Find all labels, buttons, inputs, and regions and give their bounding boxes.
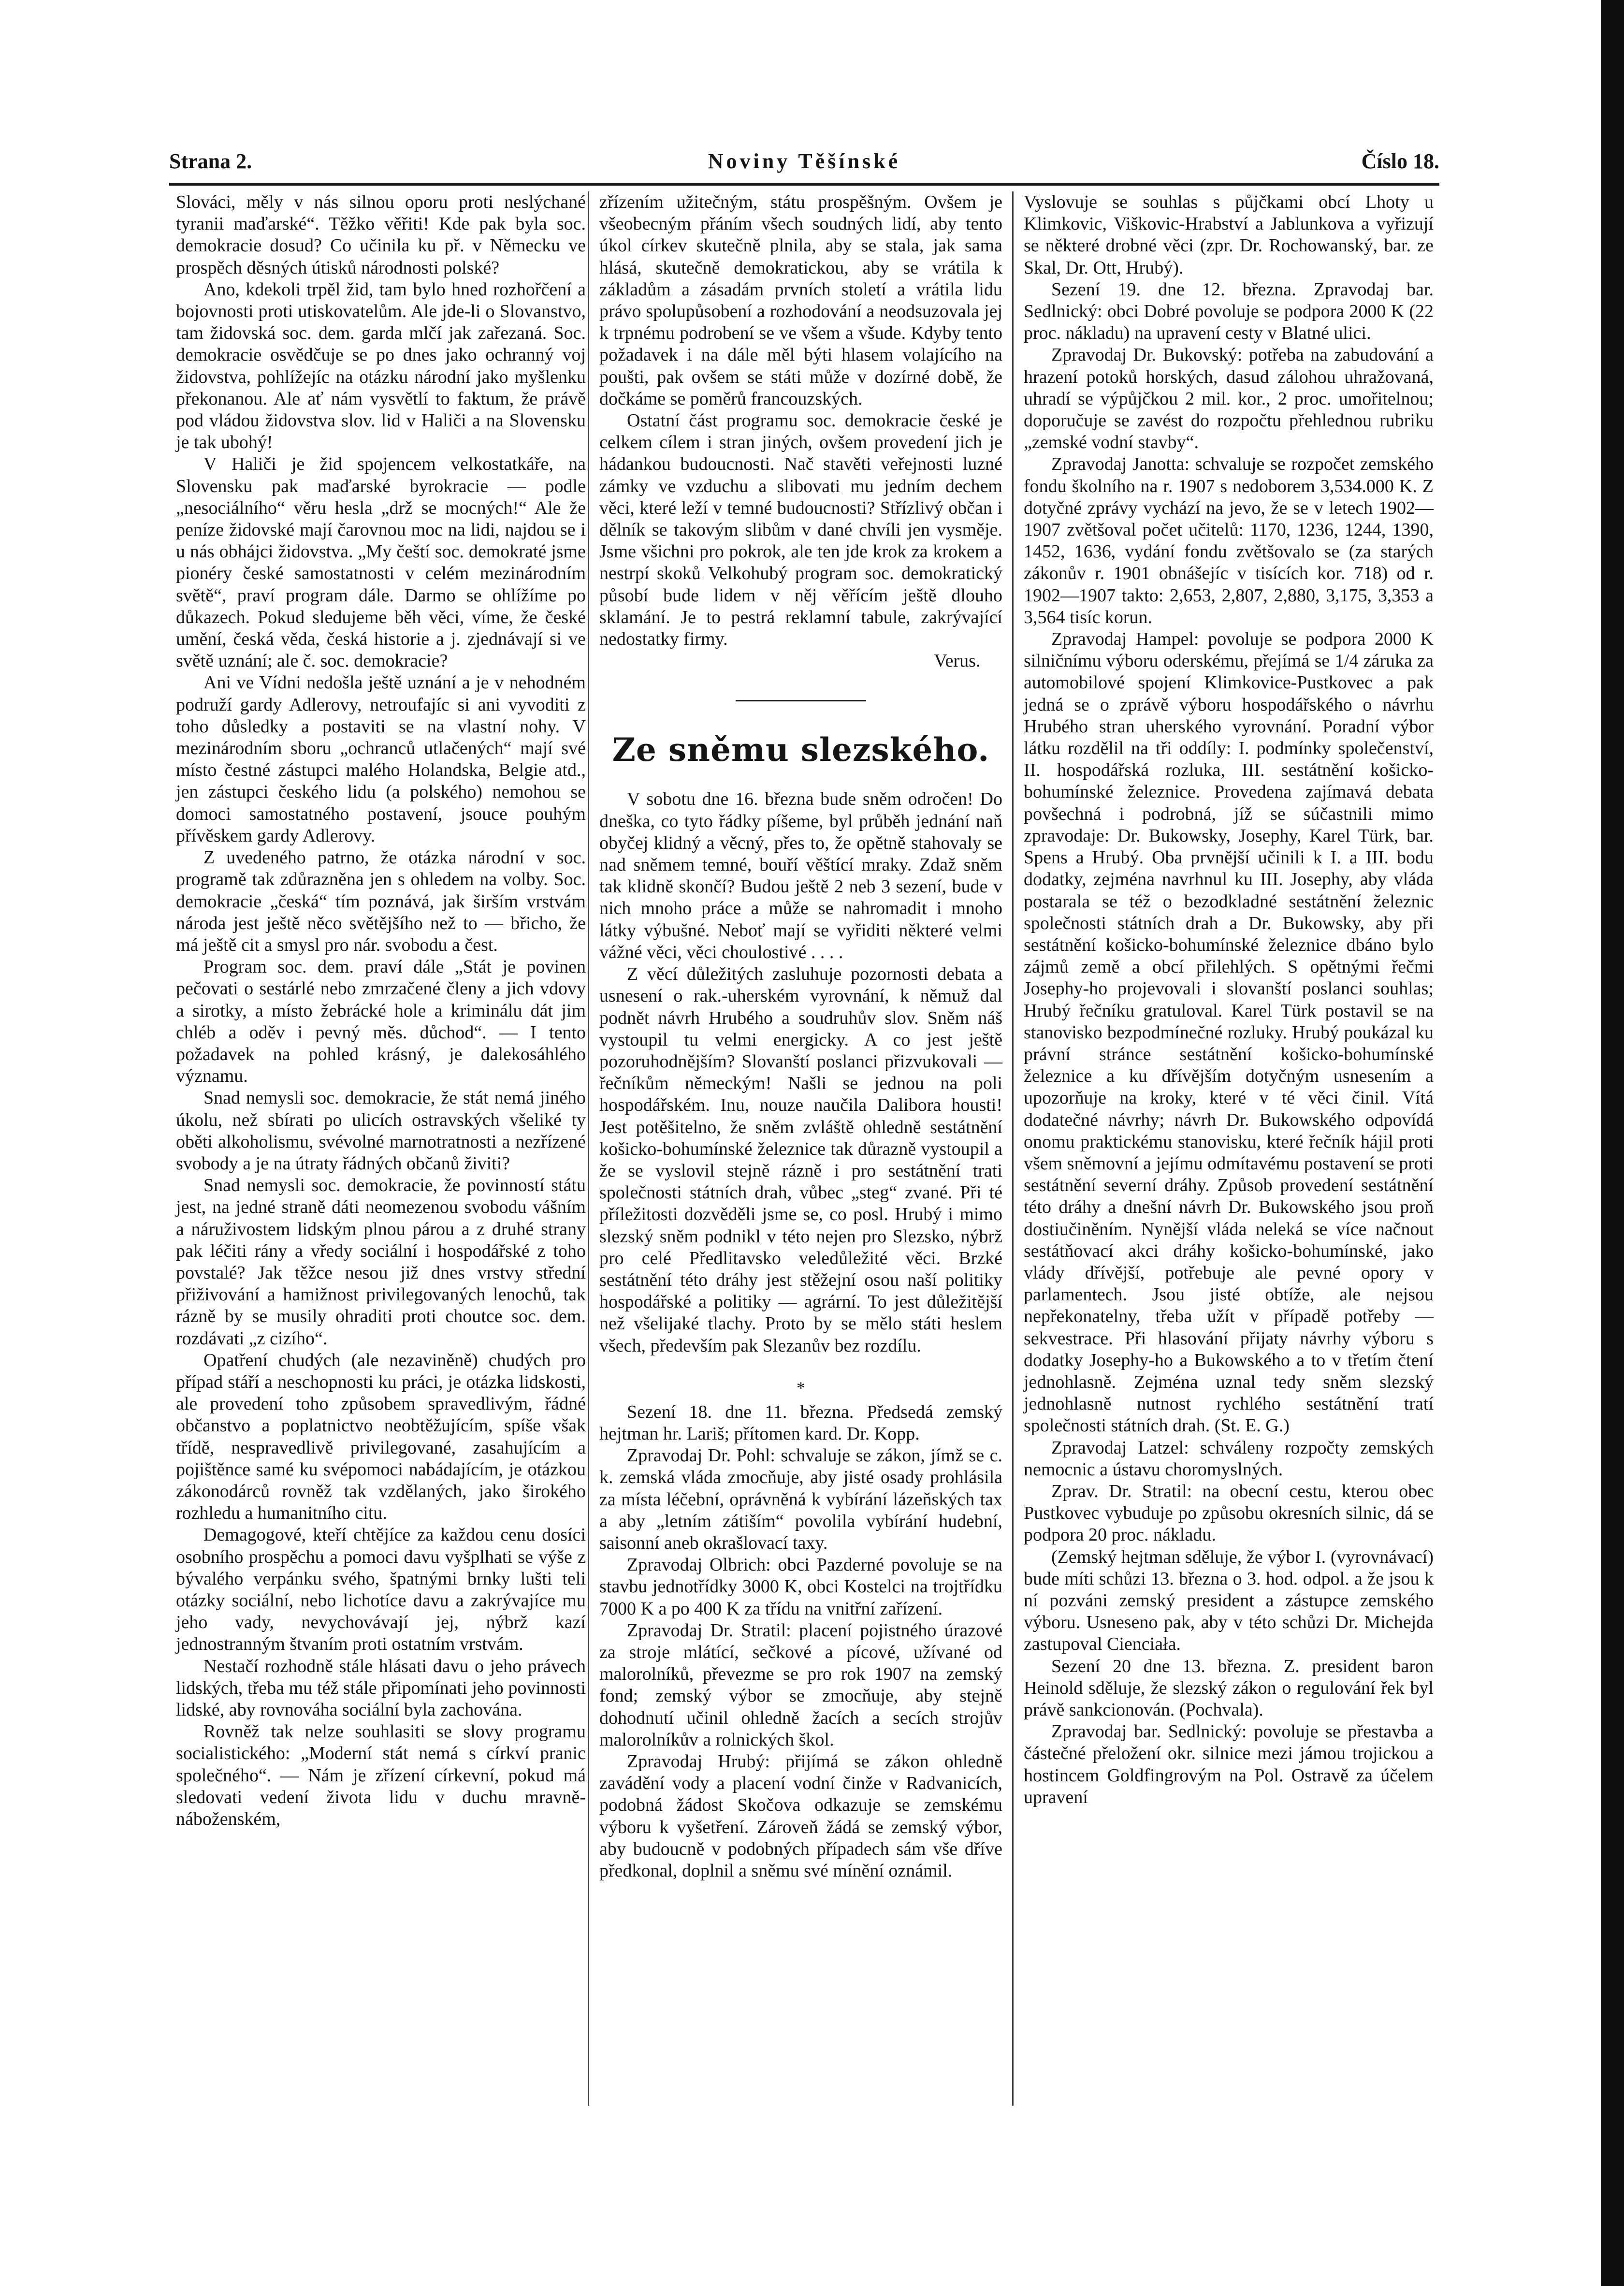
author-signature: Verus. <box>934 651 981 671</box>
paragraph: Zpravodaj bar. Sedlnický: povoluje se přestavba a částečné přeložení okr. silnice mezi jámou trojickou a hostincem Goldfingrovým na Pol. Ostravě za účelem upravení <box>1024 1721 1434 1807</box>
paragraph: Snad nemysli soc. demokracie, že stát nemá jiného úkolu, než sbírati po ulicích ostravských všeliké ty oběti alkoholismu, svévolné marnotratnosti a nezřízené svobody a je na útraty řádných občanů živiti? <box>176 1088 586 1174</box>
paragraph: V sobotu dne 16. března bude sněm odročen! Do dneška, co tyto řádky píšeme, byl průběh jednání naň obyčej klidný a věcný, přes to, že opětně stahovaly se nad sněmem temné, bouří věštící mraky. Zdaž sněm tak klidně skončí? Budou ještě 2 neb 3 sezení, bude v nich mnoho práce a může se nahromadit i mnoho látky výbušné. Neboť mají se vyřiditi některé velmi vážné věci, věci choulostivé . . . . <box>599 789 1002 962</box>
column-3 <box>1017 191 1440 2149</box>
paragraph: Sezení 20 dne 13. března. Z. president baron Heinold sděluje, že slezský zákon o regulování řek byl právě sankcionován. (Pochvala). <box>1024 1656 1434 1720</box>
header-rule <box>169 183 1439 186</box>
column-2 <box>593 191 1009 2149</box>
paragraph: Z věcí důležitých zasluhuje pozornosti debata a usnesení o rak.-uherském vyrovnání, k němuž dal podnět návrh Hrubého a soudruhův slov. Sněm náš vystoupil tu velmi energicky. A co jest ještě pozoruhodnějším? Slovanští poslanci přizvukovali — řečníkům německým! Našli se jednou na poli hospodářském. Inu, nouze naučila Dalibora housti! Jest potěšitelno, že sněm zvláště ohledně sestátnění košicko-bohumínské železnice tak důrazně vystoupil a že se vyslovil stejně rázně i pro sestátnění trati společnosti státních drah, vůbec „steg“ zvané. Při té příležitosti dozvěděli jsme se, co posl. Hrubý i mimo slezský sněm podnikl v této nejen pro Slezsko, nýbrž pro celé Předlitavsko veledůležité věci. Brzké sestátnění této dráhy jest stěžejní osou naší politiky hospodářské a politiky — agrární. To jest důležitější než všelijaké tlachy. Proto by se mělo státi heslem všech, především pak Slezanův bez rozdílu. <box>599 964 1002 1356</box>
paragraph: Rovněž tak nelze souhlasiti se slovy programu socialistického: „Moderní stát nemá s církví pranic společného“. — Nám je zřízení církevní, pokud má sledovati vedení života lidu v duchu mravně-náboženském, <box>176 1721 586 1830</box>
paragraph: Snad nemysli soc. demokracie, že povinností státu jest, na jedné straně dáti neomezenou svobodu vášním a náruživostem lidským plnou párou a z druhé strany pak léčiti rány a vředy sociální i hospodářské z toho povstalé? Jak těžce nesou již dnes vrstvy střední přiživování a hamižnost privilegovaných lenochů, tak rázně by se musily ohraditi proti choutce soc. dem. rozdávati „z cizího“. <box>176 1175 586 1349</box>
paragraph: V Haliči je žid spojencem velkostatkáře, na Slovensku pak maďarské byrokracie — podle „nesociálního“ věru hesla „drž se mocných!“ Ale že peníze židovské mají čarovnou moc na lidi, najdou se i u nás obhájci židovstva. „My čeští soc. demokraté jsme pionéry české samostatnosti v celém mezinárodním světě“, praví program dále. Darmo se ohlížíme po důkazech. Pokud sledujeme běh věci, víme, že české umění, česká věda, česká historie a j. zjednávají si ve světě uznání; ale č. soc. demokracie? <box>176 454 586 671</box>
section-heading: Ze sněmu slezského. <box>612 731 990 769</box>
paragraph: Opatření chudých (ale nezaviněně) chudých pro případ stáří a neschopnosti ku práci, je otázka lidskosti, ale provedení toho způsobem spravedlivým, řádné občanstvo a poplatnictvo neobtěžujícím, spíše však třídě, nespravedlivě privilegované, zasahujícím a pojištěnce samé ku svépomoci nabádajícím, je otázkou zákonodárců rovněž tak vzdělaných, jako širokého rozhledu a humanitního citu. <box>176 1350 586 1524</box>
page-number: Strana 2. <box>169 149 252 173</box>
paragraph: Ani ve Vídni nedošla ještě uznání a je v nehodném podruží gardy Adlerovy, netroufajíc si ani vyvoditi z toho důsledky a postaviti se na vlastní nohy. V mezinárodním sboru „ochranců utlačených“ mají své místo čestné zástupci malého Holandska, Belgie atd., jen zástupci českého lidu (a polského) nemohou se domoci samostatného postavení, jsouce pouhým přívěskem gardy Adlerovy. <box>176 672 586 846</box>
paragraph: Zpravodaj Latzel: schváleny rozpočty zemských nemocnic a ústavu choromyslných. <box>1024 1437 1434 1480</box>
paragraph: Zprav. Dr. Stratil: na obecní cestu, kterou obec Pustkovec vybuduje po způsobu okresních silnic, dá se podpora 20 proc. nákladu. <box>1024 1481 1434 1545</box>
newspaper-title: Noviny Těšínské <box>708 149 901 173</box>
paragraph: Ostatní část programu soc. demokracie české je celkem cílem i stran jiných, ovšem provedení jich je hádankou budoucnosti. Nač stavěti veřejnosti luzné zámky ve vzduchu a slibovati mu jedním dechem věci, které leží v temné budoucnosti? Střízlivý občan i dělník se takovým slibům v dané chvíli jen vysměje. Jsme všichni pro pokrok, ale ten jde krok za krokem a nestrpí skoků Velkohubý program soc. demokratický působí bude lidem v něj věřícím ještě dlouho sklamání. Je to pestrá reklamní tabule, zakrývající nedostatky firmy. <box>599 410 1002 650</box>
column-divider <box>1012 191 1014 2106</box>
paragraph: zřízením užitečným, státu prospěšným. Ovšem je všeobecným přáním všech soudných lidí, aby tento úkol církev skutečně plnila, aby se stala, jak sama hlásá, skutečně demokratickou, aby se vrátila k základům a zásadám prvních století a vrátila lidu právo spolupůsobení a rozhodování a neodsuzovala jej k trpnému podrobení se ve všem a všude. Kdyby tento požadavek i na dále měl býti hlasem volajícího na poušti, pak ovšem se státi může v dozírné době, že dočkáme se poměrů francouzských. <box>599 192 1002 409</box>
paragraph: Z uvedeného patrno, že otázka národní v soc. programě tak zdůrazněna jen s ohledem na volby. Soc. demokracie „česká“ tím poznává, jak širším vrstvám národa jest ještě něco světějšího než to — břicho, že má ještě cit a smysl pro nár. svobodu a čest. <box>176 847 586 955</box>
paragraph: Zpravodaj Janotta: schvaluje se rozpočet zemského fondu školního na r. 1907 s nedoborem 3,534.000 K. Z dotyčné zprávy vychází na jevo, že se v letech 1902—1907 zvětšoval počet učitelů: 1170, 1236, 1244, 1390, 1452, 1636, vydání fondu zvětšovalo se (za starých zákonův r. 1901 obnášejíc v tisících kor. 718) od r. 1902—1907 takto: 2,653, 2,807, 2,880, 3,175, 3,353 a 3,564 tisíc korun. <box>1024 454 1434 627</box>
scan-edge <box>1601 0 1624 2286</box>
section-separator <box>736 700 866 701</box>
paragraph: Program soc. dem. praví dále „Stát je povinen pečovati o sestárlé nebo zmrzačené členy a jich vdovy a sirotky, a místo žebrácké hole a kriminálu dát jim chléb a oděv i pevný měs. důchod“. — I tento požadavek na pohled krásný, je dalekosáhlého významu. <box>176 957 586 1087</box>
issue-number: Číslo 18. <box>1361 149 1439 173</box>
paragraph: Slováci, měly v nás silnou oporu proti neslýchané tyranii maďarské“. Těžko věřiti! Kde pak byla soc. demokracie dosud? Co učinila ku př. v Německu ve prospěch děsných útisků národnosti polské? <box>176 192 586 278</box>
paragraph: Demagogové, kteří chtějíce za každou cenu dosíci osobního prospěchu a pomoci davu vyšplhati se výše z bývalého verpánku svého, špatnými brnky lušti teli otázky sociální, nebo lichotíce davu a zakrývajíce mu jeho vady, nevychovávají jej, nýbrž kazí jednostranným štvaním proti ostatním vrstvám. <box>176 1525 586 1655</box>
page-header <box>169 145 1439 179</box>
paragraph: Nestačí rozhodně stále hlásati davu o jeho právech lidských, třeba mu též stále připomínati jeho povinnosti lidské, aby rovnováha sociální byla zachována. <box>176 1656 586 1720</box>
paragraph: Zpravodaj Olbrich: obci Pazderné povoluje se na stavbu jednotřídky 3000 K, obci Kostelci na trojtřídku 7000 K a po 400 K za třídu na vnitřní zařízení. <box>599 1555 1002 1619</box>
paragraph: Zpravodaj Hampel: povoluje se podpora 2000 K silničnímu výboru oderskému, přejímá se 1/4 záruka za automobilové spojení Klimkovice-Pustkovec a pak jedná se o zprávě výboru hospodářského o návrhu Hrubého stran uherského vyrovnání. Poradní výbor látku rozdělil na tři oddíly: I. podmínky společenství, II. hospodářská rozluka, III. sestátnění košicko-bohumínské železnice. Provedena zajímavá debata povšechná i podrobná, jíž se súčastnili mimo zpravodaje: Dr. Bukowsky, Josephy, Karel Türk, bar. Spens a Hrubý. Oba prvnější učinili k I. a III. bodu dodatky, zejména navrhnul ku III. Josephy, aby vláda postarala se též o bezodkladné sestátnění železnic společnosti státních drah a Dr. Bukowsky, aby při sestátnění košicko-bohumínské železnice dbáno bylo zájmů země a obcí přilehlých. S opětnými řečmi Josephy-ho projevovali i slovanští poslanci souhlas; Hrubý řečníku gratuloval. Karel Türk postavil se na stanovisko bezpodmínečné rozluky. Hrubý poukázal ku právní stránce sestátnění košicko-bohumínské železnice a ku dřívějším dotyčným usnesením a upozorňuje na kroky, které v té věci činil. Vítá dodatečné návrhy; návrh Dr. Bukowského odpovídá onomu praktickému stanovisku, které řečník hájil proti všem sněmovní a jejímu odmítavému postavení se proti sestátnění severní dráhy. Způsob provedení sestátnění této dráhy a dnešní návrh Dr. Bukowského jsou proň dostiučiněním. Nynější vláda neleká se více načnout sestátňovací akci dráhy košicko-bohumínské, jako vlády dřívější, potřebuje ale pevné opory v parlamentech. Jsou jisté obtíže, ale nejsou nepřekonatelny, třeba užít v případě potřeby — sekvestrace. Při hlasování přijaty návrhy výboru s dodatky Josephy-ho a Bukowského a to v třetím čtení jednohlasně. Zejména uznal tedy sněm slezský jednohlasně nutnost rychlého sestátnění tratí společnosti státních drah. (St. E. G.) <box>1024 629 1434 1436</box>
paragraph: (Zemský hejtman sděluje, že výbor I. (vyrovnávací) bude míti schůzi 13. března o 3. hod. odpol. a že jsou k ní pozváni zemský president a zástupce zemského výboru. Usneseno pak, aby v této schůzi Dr. Michejda zastupoval Cienciała. <box>1024 1546 1434 1655</box>
paragraph: Zpravodaj Dr. Pohl: schvaluje se zákon, jímž se c. k. zemská vláda zmocňuje, aby jisté osady prohlásila za místa léčební, oprávněná k vybírání lázeňských tax a aby „letním zátiším“ povolila vybírání hudební, saisonní aneb okrašlovací taxy. <box>599 1445 1002 1553</box>
paragraph: Zpravodaj Hrubý: přijímá se zákon ohledně zavádění vody a placení vodní činže v Radvanicích, podobná žádost Skočova odkazuje se zemskému výboru k vyšetření. Zároveň žádá se zemský výbor, aby budoucně v podobných případech sám vše dříve předkonal, doplnil a sněmu své mínění oznámil. <box>599 1751 1002 1881</box>
column-1 <box>169 191 593 2149</box>
paragraph: Sezení 19. dne 12. března. Zpravodaj bar. Sedlnický: obci Dobré povoluje se podpora 2000 K (22 proc. nákladu) na upravení cesty v Blatné ulici. <box>1024 279 1434 344</box>
paragraph: Vyslovuje se souhlas s půjčkami obcí Lhoty u Klimkovic, Viškovic-Hrabství a Jablunkova a vyřizují se některé drobné věci (zpr. Dr. Rochowanský, bar. ze Skal, Dr. Ott, Hrubý). <box>1024 192 1434 278</box>
paragraph: Ano, kdekoli trpěl žid, tam bylo hned rozhořčení a bojovnosti proti utiskovatelům. Ale jde-li o Slovanstvo, tam židovská soc. dem. garda mlčí jak zařezaná. Soc. demokracie osvědčuje se po dnes jako ochranný voj židovstva, pohlížejíc na otázku národní jako myšlenku překonanou. Ale ať nám vysvětlí to faktum, že právě pod vládou židovstva slov. lid v Haliči a na Slovensku je tak ubohý! <box>176 279 586 453</box>
paragraph: Zpravodaj Dr. Stratil: placení pojistného úrazové za stroje mlátící, sečkové a pícové, užívané od malorolníků, převezme se pro rok 1907 na zemský fond; zemský výbor se zmocňuje, aby stejně dohodnutí učinil ohledně žacích a secích strojův malorolníkův a rolnických škol. <box>599 1620 1002 1750</box>
paragraph: Zpravodaj Dr. Bukovský: potřeba na zabudování a hrazení potoků horských, dasud zálohou uhražovaná, uhradí se výpůjčkou 2 mil. kor., 2 proc. umořitelnou; doporučuje se zavést do rozpočtu přehlednou rubriku „zemské vodní stavby“. <box>1024 345 1434 453</box>
paragraph: Sezení 18. dne 11. března. Předsedá zemský hejtman hr. Lariš; přítomen kard. Dr. Kopp. <box>599 1401 1002 1444</box>
asterisk-separator: * <box>797 1378 805 1398</box>
